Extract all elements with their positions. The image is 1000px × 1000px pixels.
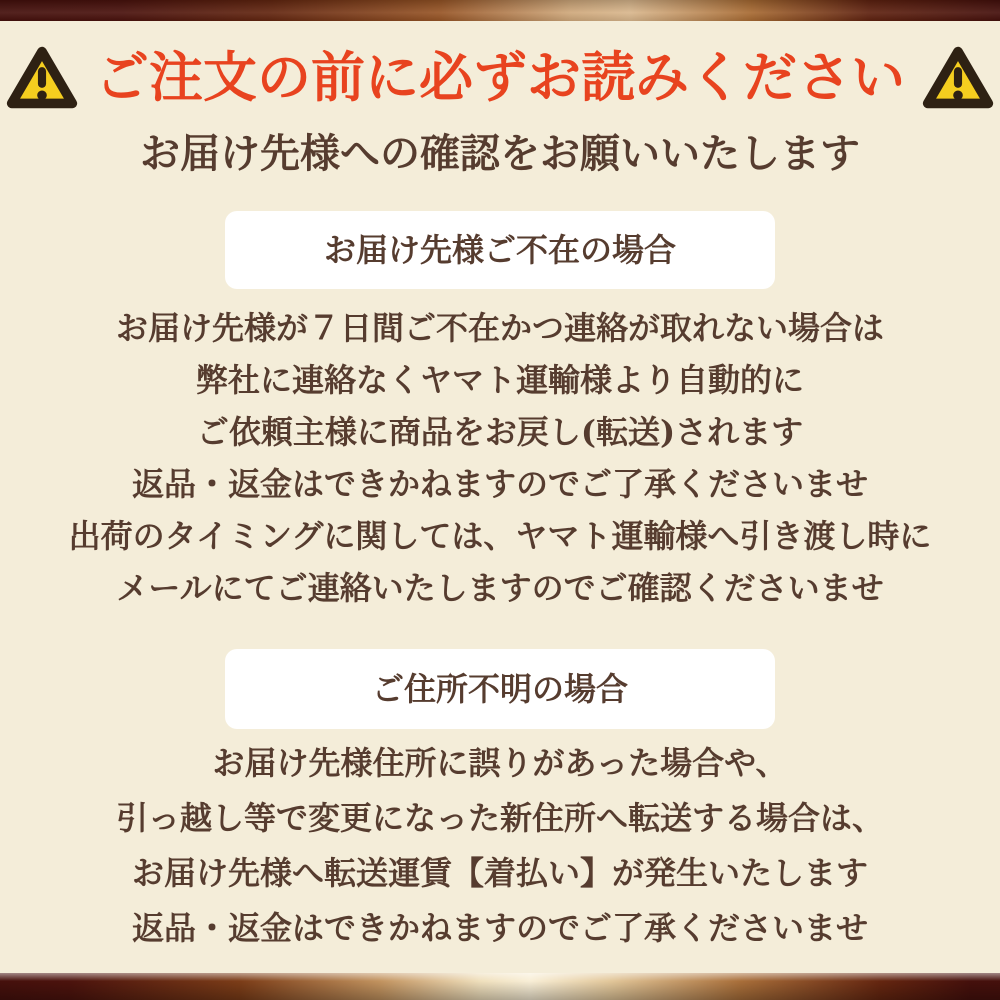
section-heading-box-recipient-absent [225, 211, 775, 289]
warning-icon [5, 44, 79, 111]
page-title-row [0, 44, 1000, 111]
body-line: 引っ越し等で変更になった新住所へ転送する場合は、 [115, 799, 884, 837]
body-line: 返品・返金はできかねますのでご了承くださいませ [131, 909, 868, 947]
page-subtitle: お届け先様への確認をお願いいたします [140, 130, 860, 177]
body-line: 出荷のタイミングに関しては、ヤマト運輸様へ引き渡し時に [68, 517, 932, 555]
warning-icon [921, 44, 995, 111]
body-line: お届け先様へ転送運賃【着払い】が発生いたします [131, 854, 868, 892]
body-line: メールにてご連絡いたしますのでご確認くださいませ [116, 569, 884, 607]
body-line: お届け先様住所に誤りがあった場合や、 [212, 744, 788, 782]
section-heading-box-address-unknown [225, 649, 775, 729]
bottom-border-bar [0, 973, 1000, 1000]
page-title: ご注文の前に必ずお読みください [95, 45, 905, 110]
body-line: 返品・返金はできかねますのでご了承くださいませ [131, 465, 868, 503]
section-body-address-unknown [0, 736, 1000, 956]
section-heading: お届け先様ご不在の場合 [323, 231, 676, 269]
body-line: 弊社に連絡なくヤマト運輸様より自動的に [195, 361, 804, 399]
body-line: ご依頼主様に商品をお戻し(転送)されます [196, 413, 804, 451]
section-body-recipient-absent [0, 302, 1000, 614]
top-border-bar [0, 0, 1000, 21]
section-heading: ご住所不明の場合 [371, 670, 628, 708]
body-line: お届け先様が７日間ご不在かつ連絡が取れない場合は [115, 309, 884, 347]
